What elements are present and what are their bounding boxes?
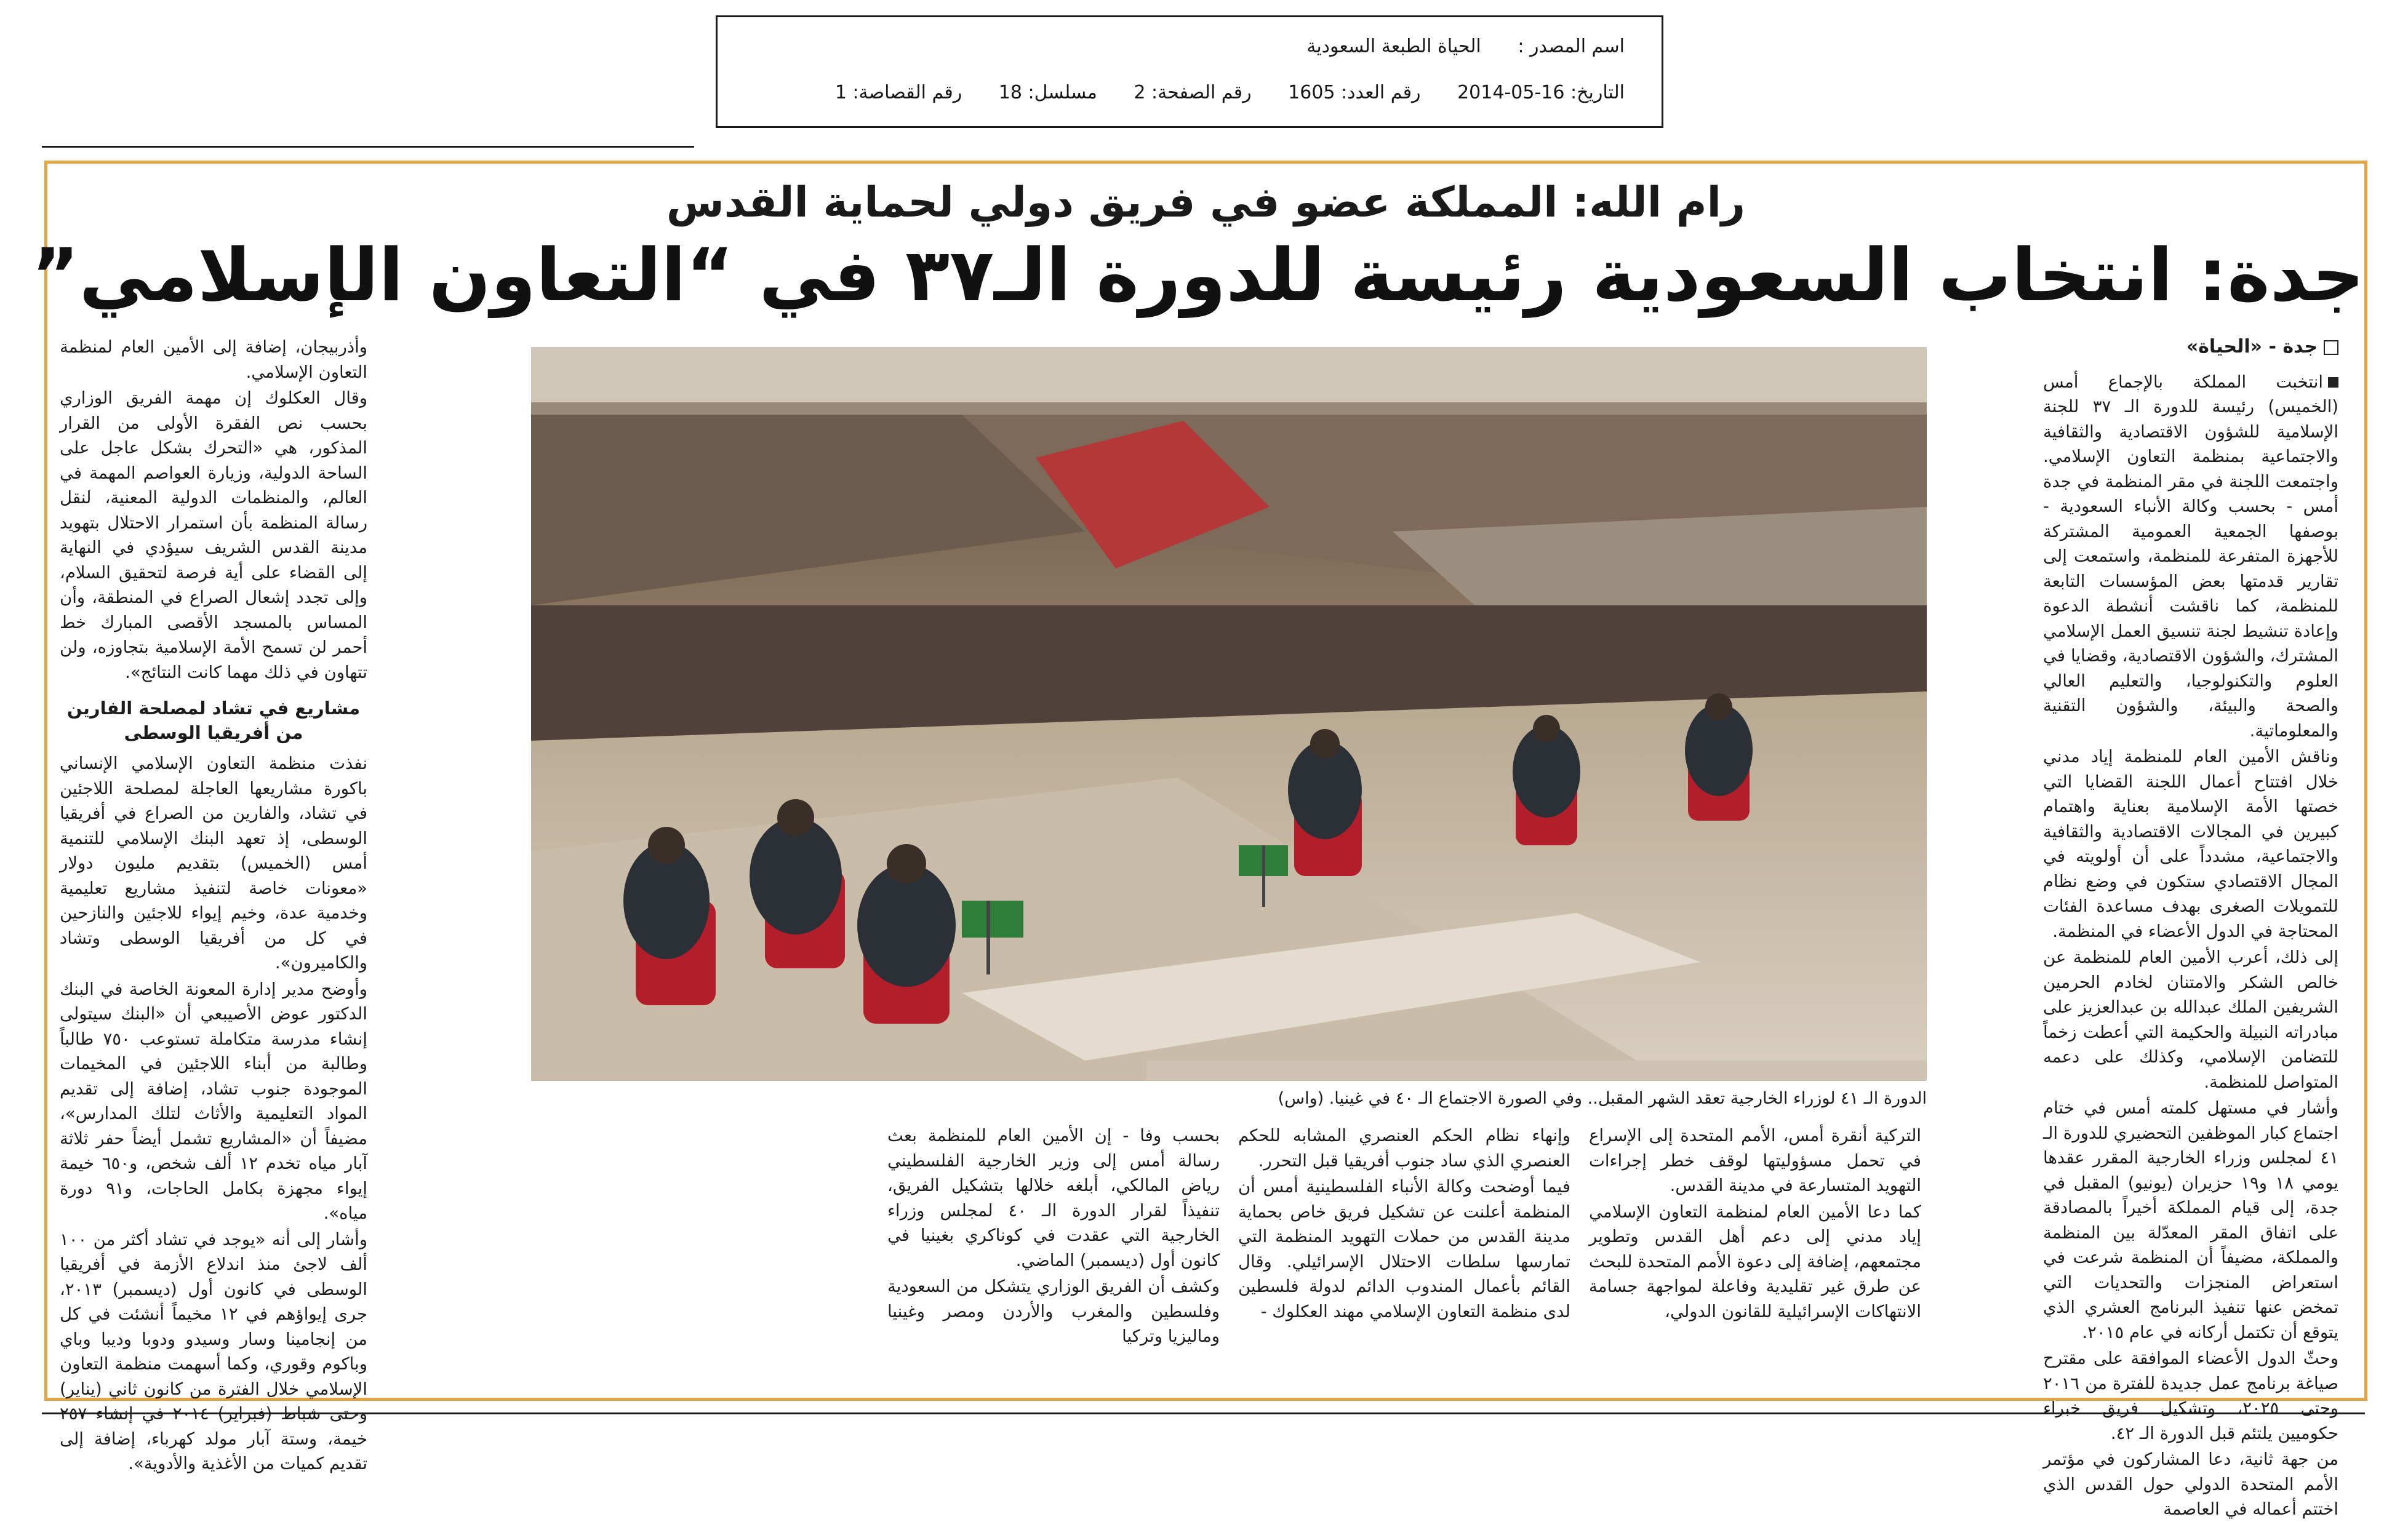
paragraph: وإنهاء نظام الحكم العنصري المشابه للحكم العنصري الذي ساد جنوب أفريقيا قبل التحرر. bbox=[1238, 1126, 1570, 1171]
article-kicker: رام الله: المملكة عضو في فريق دولي لحماية القدس bbox=[666, 178, 1746, 227]
conference-photo bbox=[531, 347, 1927, 1081]
clip-field: رقم القصاصة: 1 bbox=[834, 82, 962, 103]
bottom-column-2 bbox=[1238, 1123, 1570, 1382]
meta-row bbox=[742, 82, 1625, 103]
column-left bbox=[60, 335, 368, 1473]
byline-text: جدة - «الحياة» bbox=[2186, 336, 2318, 357]
serial-field: مسلسل: 18 bbox=[998, 82, 1097, 103]
paragraph: وقال العكلوك إن مهمة الفريق الوزاري بحسب نص الفقرة الأولى من القرار المذكور، هي «التحرك بشكل عاجل على الساحة الدولية، وزيارة العواصم المهمة في العالم، والمنظمات الدولية المعنية، لنقل رسالة المنظمة بأن استمرار الاحتلال بتهويد مدينة القدس الشريف سيؤدي في النهاية إلى القضاء على أية فرصة لتحقيق السلام، وإلى تجدد إشعال الصراع في المنطقة، وأن المساس بالمسجد الأقصى المبارك خط أحمر لن تسمح الأمة الإسلامية بتجاوزه، ولن تتهاون في ذلك مهما كانت النتائج». bbox=[60, 388, 367, 682]
paragraph: إلى ذلك، أعرب الأمين العام للمنظمة عن خالص الشكر والامتنان لخادم الحرمين الشريفين الملك عبدالله بن عبدالعزيز على مبادراته النبيلة والحكيمة التي أعطت زخماً للتضامن الإسلامي، وكذلك على دعمه المتواصل للمنظمة. bbox=[2043, 947, 2338, 1092]
subheading: مشاريع في تشاد لمصلحة الفارين من أفريقيا الوسطى bbox=[66, 698, 361, 743]
paragraph: وأذربيجان، إضافة إلى الأمين العام لمنظمة التعاون الإسلامي. bbox=[60, 337, 367, 382]
source-value: الحياة الطبعة السعودية bbox=[1306, 36, 1481, 57]
paragraph: وأوضح مدير إدارة المعونة الخاصة في البنك الدكتور عوض الأصيبعي أن «البنك سيتولى إنشاء مدرسة متكاملة تستوعب ٧٥٠ طالباً وطالبة من أبناء اللاجئين في المخيمات الموجودة جنوب تشاد، إضافة إلى تقديم المواد التعليمية والأثاث لتلك المدارس»، مضيفاً أن «المشاريع تشمل أيضاً حفر ثلاثة آبار مياه تخدم ١٢ ألف شخص، و٦٥٠ خيمة إيواء مجهزة بكامل الحاجات، و٩١ دورة مياه». bbox=[60, 979, 367, 1223]
column-right bbox=[2043, 335, 2338, 1519]
bottom-divider bbox=[42, 1412, 2365, 1414]
paragraph: التركية أنقرة أمس، الأمم المتحدة إلى الإسراع في تحمل مسؤوليتها لوقف خطر إجراءات التهويد المتسارعة في مدينة القدس. bbox=[1589, 1126, 1921, 1195]
bottom-column-1 bbox=[1589, 1123, 1921, 1382]
article-clipping bbox=[31, 161, 2367, 1519]
source-info-box bbox=[716, 15, 1663, 128]
paragraph: نفذت منظمة التعاون الإسلامي الإنساني باكورة مشاريعها العاجلة لمصلحة اللاجئين في تشاد، والفارين من الصراع في أفريقيا الوسطى، إذ تعهد البنك الإسلامي للتنمية أمس (الخميس) بتقديم مليون دولار «معونات خاصة لتنفيذ مشاريع تعليمية وخدمية عدة، وخيم إيواء للاجئين والنازحين في كل من أفريقيا الوسطى وتشاد والكاميرون». bbox=[60, 754, 367, 973]
paragraph: من جهة ثانية، دعا المشاركون في مؤتمر الأمم المتحدة الدولي حول القدس الذي اختتم أعماله في العاصمة bbox=[2043, 1449, 2338, 1519]
paragraph-square-icon bbox=[2328, 377, 2338, 388]
source-row bbox=[742, 36, 1625, 57]
paragraph: وحثّ الدول الأعضاء الموافقة على مقترح صياغة برنامج عمل جديدة للفترة من ٢٠١٦ وحتى ٢٠٢٥، وتشكيل فريق خبراء حكوميين يلتئم قبل الدورة الـ ٤٢. bbox=[2043, 1349, 2338, 1443]
photo-caption: الدورة الـ ٤١ لوزراء الخارجية تعقد الشهر المقبل.. وفي الصورة الاجتماع الـ ٤٠ في غينيا. (واس) bbox=[1278, 1089, 1927, 1108]
paragraph: وكشف أن الفريق الوزاري يتشكل من السعودية وفلسطين والمغرب والأردن ومصر وغينيا وماليزيا وتركيا bbox=[887, 1277, 1220, 1346]
issue-field: رقم العدد: 1605 bbox=[1288, 82, 1421, 103]
paragraph: فيما أوضحت وكالة الأنباء الفلسطينية أمس أن المنظمة أعلنت عن تشكيل فريق خاص بحماية مدينة القدس من حملات التهويد المنظمة التي تمارسها سلطات الاحتلال الإسرائيلي. وقال القائم بأعمال المندوب الدائم لدولة فلسطين لدى منظمة التعاون الإسلامي مهند العكلوك - bbox=[1238, 1177, 1570, 1321]
date-field: التاريخ: 16-05-2014 bbox=[1457, 82, 1625, 103]
paragraph: وناقش الأمين العام للمنظمة إياد مدني خلال افتتاح أعمال اللجنة القضايا التي خصتها الأمة الإسلامية بعناية واهتمام كبيرين في المجالات الاقتصادية والثقافية والاجتماعية، مشدداً على أن أولويته في المجال الاقتصادي ستكون في وضع نظام للتمويلات الصغرى بهدف مساعدة الفئات المحتاجة في الدول الأعضاء في المنظمة. bbox=[2043, 747, 2338, 941]
byline-square-icon bbox=[2324, 340, 2338, 355]
bottom-column-3 bbox=[887, 1123, 1220, 1382]
paragraph: وأشار إلى أنه «يوجد في تشاد أكثر من ١٠٠ ألف لاجئ منذ اندلاع الأزمة في أفريقيا الوسطى في كانون أول (ديسمبر) ٢٠١٣، جرى إيواؤهم في ١٢ مخيماً أنشئت في كل من إنجامينا وسار وسيدو ودوبا وديبا وباي وباكوم وقوري، وكما أسهمت منظمة التعاون الإسلامي خلال الفترة من كانون ثاني (يناير) وحتى شباط (فبراير) ٢٠١٤ في إنشاء ٢٥٧ خيمة، وستة آبار مولد كهرباء، إضافة إلى تقديم كميات من الأغذية والأدوية». bbox=[60, 1229, 368, 1473]
paragraph: انتخبت المملكة بالإجماع أمس (الخميس) رئيسة للدورة الـ ٣٧ للجنة الإسلامية للشؤون الاقتصادية والثقافية والاجتماعية بمنظمة التعاون الإسلامي. واجتمعت اللجنة في مقر المنظمة في جدة أمس - بحسب وكالة الأنباء السعودية - بوصفها الجمعية العمومية المشتركة للأجهزة المتفرعة للمنظمة، واستمعت إلى تقارير قدمتها بعض المؤسسات التابعة للمنظمة، كما ناقشت أنشطة الدعوة وإعادة تنشيط لجنة تنسيق العمل الإسلامي المشترك، والشؤون الاقتصادية، وقضايا في العلوم والتكنولوجيا، والتعليم العالي والصحة والبيئة، والشؤون التقنية والمعلوماتية. bbox=[2043, 372, 2338, 741]
paragraph: كما دعا الأمين العام لمنظمة التعاون الإسلامي إياد مدني إلى دعم أهل القدس وتطوير مجتمعهم، إضافة إلى دعوة الأمم المتحدة للبحث عن طرق غير تقليدية وفاعلة لمواجهة جسامة الانتهاكات الإسرائيلية للقانون الدولي، bbox=[1589, 1201, 1921, 1321]
source-label: اسم المصدر : bbox=[1518, 36, 1625, 57]
bottom-column-4 bbox=[537, 1123, 869, 1382]
top-divider bbox=[42, 146, 694, 148]
page-field: رقم الصفحة: 2 bbox=[1134, 82, 1252, 103]
article-headline: جدة: انتخاب السعودية رئيسة للدورة الـ٣٧ في “التعاون الإسلامي” bbox=[31, 233, 2364, 317]
paragraph: وأشار في مستهل كلمته أمس في ختام اجتماع كبار الموظفين التحضيري للدورة الـ ٤١ لمجلس وزراء الخارجية المقرر عقدها يومي ١٨ و١٩ حزيران (يونيو) المقبل في جدة، إلى قيام المملكة أخيراً بالمصادقة على اتفاق المقر المعدّلة بين المنظمة والمملكة، مضيفاً أن المنظمة شرعت في استعراض المنجزات والتحديات التي تمخض عنها تنفيذ البرنامج العشري الذي يتوقع أن تكتمل أركانه في عام ٢٠١٥. bbox=[2043, 1098, 2338, 1342]
paragraph: بحسب وفا - إن الأمين العام للمنظمة بعث رسالة أمس إلى وزير الخارجية الفلسطيني رياض المالكي، أبلغه خلالها بتشكيل الفريق، تنفيذاً لقرار الدورة الـ ٤٠ لمجلس وزراء الخارجية التي عقدت في كوناكري بغينيا في كانون أول (ديسمبر) الماضي. bbox=[887, 1126, 1220, 1270]
byline bbox=[2043, 335, 2338, 360]
